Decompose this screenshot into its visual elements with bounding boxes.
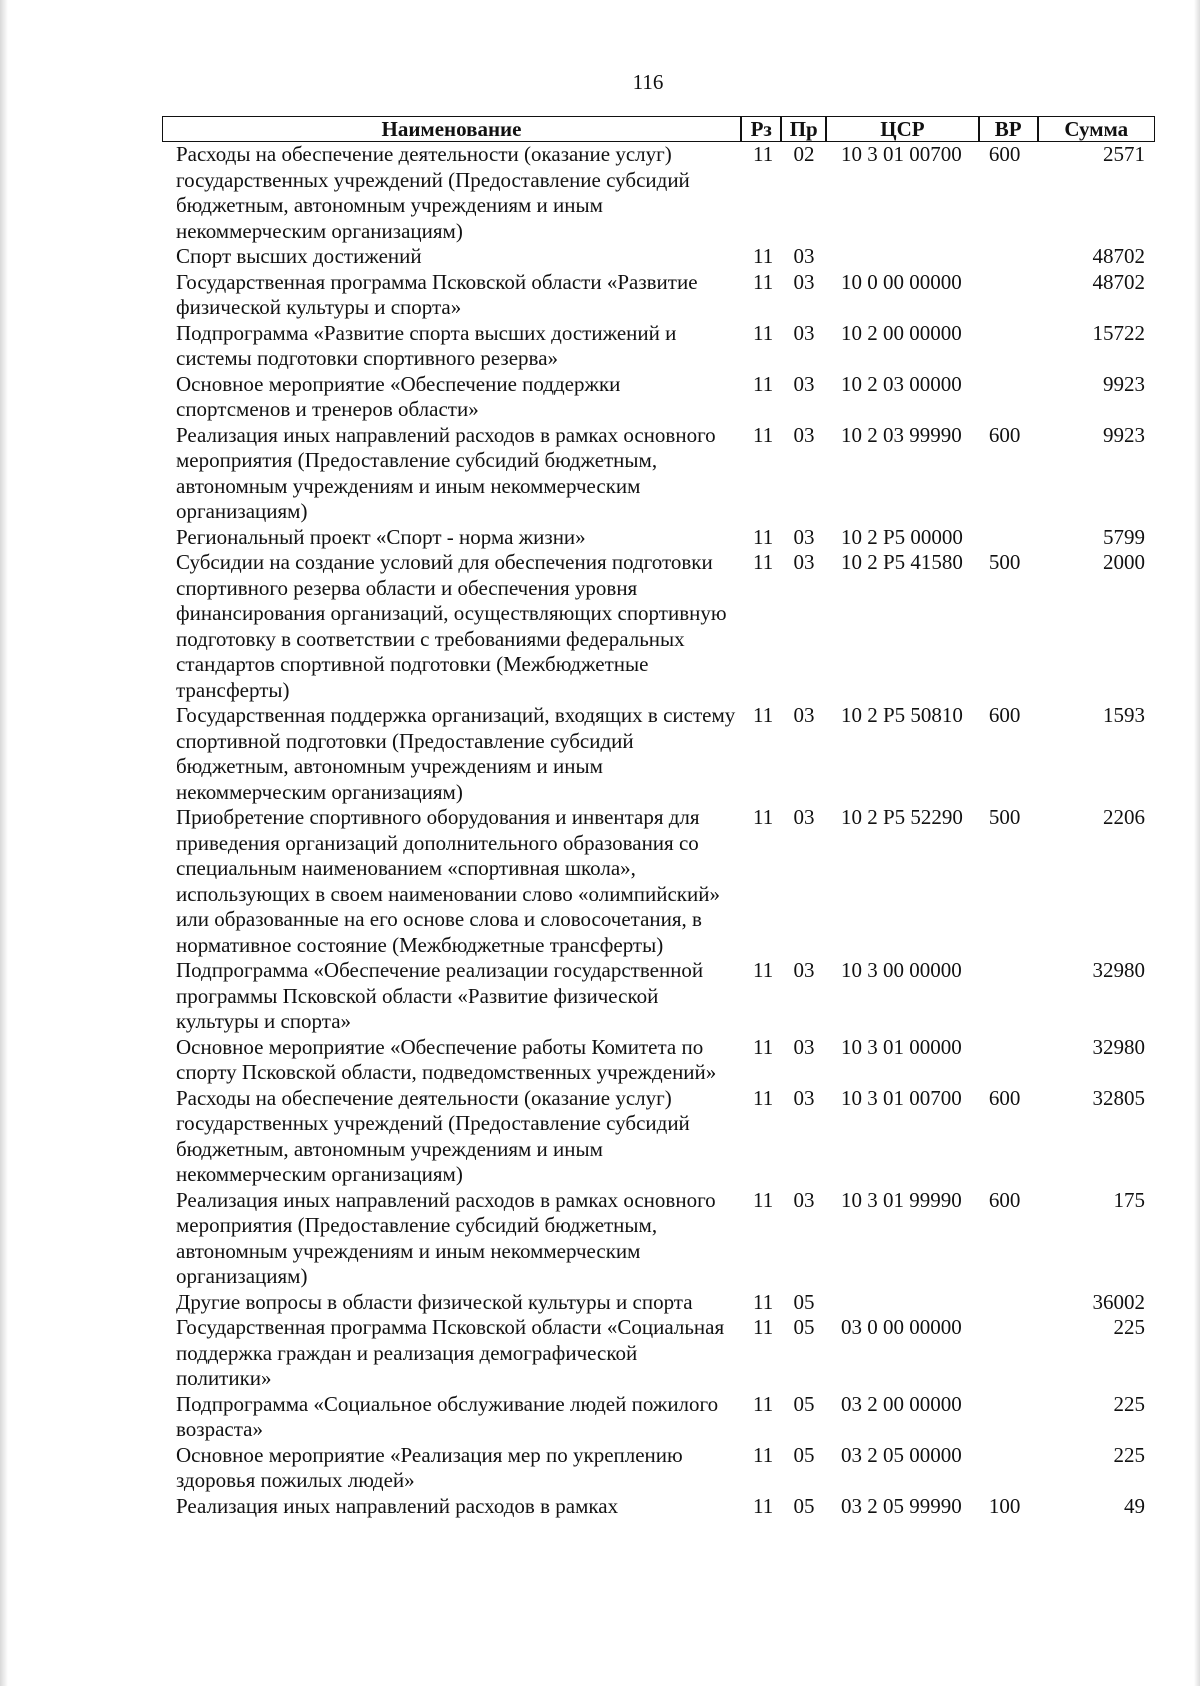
cell-csr: 10 2 Р5 41580 [841, 550, 963, 574]
table-row [162, 270, 1155, 321]
cell-rz: 11 [752, 422, 774, 447]
cell-sum: 2571 [1103, 142, 1145, 166]
cell-vr [979, 372, 1038, 423]
cell-pr: 03 [793, 422, 815, 447]
cell-sum: 225 [1113, 1391, 1145, 1416]
cell-pr: 02 [793, 142, 815, 166]
table-row [162, 958, 1155, 1035]
cell-csr: 10 3 01 00000 [841, 1034, 962, 1059]
cell-rz: 11 [752, 1391, 774, 1416]
cell-vr: 600 [988, 703, 1021, 727]
cell-vr [979, 244, 1038, 270]
cell-pr: 03 [793, 244, 815, 268]
table-row [162, 244, 1155, 270]
scan-edge-right [1194, 0, 1200, 1686]
cell-csr: 10 2 Р5 00000 [841, 524, 963, 549]
cell-rz: 11 [752, 1289, 774, 1314]
table-row [162, 1086, 1155, 1188]
table-row [162, 1443, 1155, 1494]
table-row [162, 550, 1155, 703]
table-row [162, 1315, 1155, 1392]
cell-sum: 225 [1113, 1442, 1145, 1467]
cell-sum: 32980 [1092, 958, 1145, 982]
cell-rz: 11 [752, 320, 774, 345]
cell-vr [979, 270, 1038, 321]
cell-sum: 225 [1113, 1315, 1145, 1339]
cell-rz: 11 [752, 244, 774, 268]
cell-vr: 600 [988, 422, 1021, 447]
cell-pr: 03 [793, 1187, 815, 1212]
cell-rz: 11 [752, 805, 774, 829]
cell-sum: 48702 [1092, 244, 1145, 268]
cell-csr: 10 2 00 00000 [841, 320, 962, 345]
cell-name: Государственная программа Псковской области «Развитие физической культуры и спорта» [176, 269, 698, 319]
cell-sum: 32980 [1092, 1034, 1145, 1059]
header-csr: ЦСР [826, 116, 979, 142]
cell-name: Основное мероприятие «Обеспечение работы Комитета по спорту Псковской области, подведомственных учреждений» [176, 1034, 717, 1084]
cell-csr: 10 2 03 00000 [841, 371, 962, 396]
cell-rz: 11 [752, 269, 774, 294]
cell-vr [979, 1290, 1038, 1316]
cell-name: Другие вопросы в области физической культуры и спорта [176, 1289, 693, 1314]
cell-sum: 32805 [1092, 1085, 1145, 1110]
header-vr: ВР [979, 116, 1038, 142]
cell-rz: 11 [752, 524, 774, 549]
header-pr: Пр [781, 116, 826, 142]
cell-csr: 10 3 01 00700 [841, 142, 962, 166]
table-row [162, 703, 1155, 805]
cell-pr: 03 [793, 703, 815, 727]
cell-rz: 11 [752, 1493, 774, 1518]
cell-name: Реализация иных направлений расходов в рамках основного мероприятия (Предоставление субсидий бюджетным, автономным учреждениям и иным некоммерческим организациям) [176, 422, 716, 523]
cell-sum: 9923 [1103, 371, 1145, 396]
page-number: 116 [632, 70, 664, 94]
cell-csr: 03 2 05 99990 [841, 1493, 962, 1518]
cell-name: Приобретение спортивного оборудования и инвентаря для приведения организаций дополнительного образования со специальным наименованием «спортивная школа», использующих в своем наименовании слово «олимпийский» или образованные на его основе слова и словосочетания, в нормативное состояние (Межбюджетные трансферты) [176, 805, 720, 957]
cell-sum: 1593 [1103, 703, 1145, 727]
cell-rz: 11 [752, 958, 774, 982]
cell-name: Субсидии на создание условий для обеспечения подготовки спортивного резерва области и обеспечения уровня финансирования организаций, осуществляющих спортивную подготовку в соответствии с требованиями федеральных стандартов спортивной подготовки (Межбюджетные трансферты) [176, 550, 727, 702]
cell-csr [826, 1290, 979, 1316]
cell-csr: 10 2 03 99990 [841, 422, 962, 447]
cell-sum: 2206 [1103, 805, 1145, 829]
table-row [162, 1188, 1155, 1290]
cell-rz: 11 [752, 371, 774, 396]
cell-name: Реализация иных направлений расходов в рамках [176, 1493, 619, 1518]
cell-vr [979, 525, 1038, 551]
header-rz: Рз [741, 116, 781, 142]
cell-vr: 500 [988, 550, 1021, 574]
cell-pr: 05 [793, 1442, 815, 1467]
cell-rz: 11 [752, 1315, 774, 1339]
cell-pr: 03 [793, 524, 815, 549]
cell-csr [826, 244, 979, 270]
cell-rz: 11 [752, 703, 774, 727]
cell-name: Региональный проект «Спорт - норма жизни» [176, 524, 586, 549]
cell-pr: 03 [793, 1034, 815, 1059]
cell-sum: 5799 [1103, 524, 1145, 549]
scan-edge-left [0, 0, 8, 1686]
cell-rz: 11 [752, 142, 774, 166]
cell-csr: 03 2 05 00000 [841, 1442, 962, 1467]
cell-vr [979, 958, 1038, 1035]
cell-name: Подпрограмма «Социальное обслуживание людей пожилого возраста» [176, 1391, 719, 1441]
cell-csr: 10 3 00 00000 [841, 958, 962, 982]
table-row [162, 1494, 1155, 1520]
cell-rz: 11 [752, 1085, 774, 1110]
cell-csr: 10 3 01 00700 [841, 1085, 962, 1110]
cell-csr: 03 2 00 00000 [841, 1391, 962, 1416]
cell-pr: 05 [793, 1289, 815, 1314]
budget-table [162, 116, 1155, 1519]
cell-vr: 600 [988, 1187, 1021, 1212]
cell-pr: 03 [793, 320, 815, 345]
cell-sum: 175 [1113, 1187, 1145, 1212]
cell-csr: 10 2 Р5 52290 [841, 805, 963, 829]
cell-csr: 03 0 00 00000 [841, 1315, 962, 1339]
table-row [162, 1035, 1155, 1086]
cell-pr: 03 [793, 371, 815, 396]
header-sum: Сумма [1038, 116, 1155, 142]
table-row [162, 1392, 1155, 1443]
table-row [162, 423, 1155, 525]
table-row [162, 321, 1155, 372]
cell-name: Расходы на обеспечение деятельности (оказание услуг) государственных учреждений (Предоставление субсидий бюджетным, автономным учреждениям и иным некоммерческим организациям) [176, 142, 690, 243]
cell-vr [979, 1315, 1038, 1392]
cell-pr: 05 [793, 1315, 815, 1339]
cell-pr: 05 [793, 1391, 815, 1416]
cell-pr: 05 [793, 1493, 815, 1518]
cell-name: Реализация иных направлений расходов в рамках основного мероприятия (Предоставление субсидий бюджетным, автономным учреждениям и иным некоммерческим организациям) [176, 1187, 716, 1288]
cell-name: Основное мероприятие «Реализация мер по укреплению здоровья пожилых людей» [176, 1442, 683, 1492]
cell-sum: 15722 [1092, 320, 1145, 345]
cell-name: Государственная программа Псковской области «Социальная поддержка граждан и реализация демографической политики» [176, 1315, 725, 1390]
cell-csr: 10 0 00 00000 [841, 269, 962, 294]
cell-csr: 10 2 Р5 50810 [841, 703, 963, 727]
cell-name: Спорт высших достижений [176, 244, 422, 268]
table-row [162, 372, 1155, 423]
cell-pr: 03 [793, 550, 815, 574]
table-row [162, 525, 1155, 551]
cell-vr: 600 [988, 1085, 1021, 1110]
cell-pr: 03 [793, 805, 815, 829]
cell-sum: 48702 [1092, 269, 1145, 294]
cell-vr [979, 321, 1038, 372]
cell-vr [979, 1035, 1038, 1086]
cell-name: Подпрограмма «Обеспечение реализации государственной программы Псковской области «Развитие физической культуры и спорта» [176, 958, 704, 1033]
header-name: Наименование [162, 116, 741, 142]
cell-rz: 11 [752, 1034, 774, 1059]
table-row [162, 142, 1155, 244]
cell-vr: 500 [988, 805, 1021, 829]
cell-rz: 11 [752, 1442, 774, 1467]
cell-sum: 49 [1124, 1493, 1145, 1518]
cell-rz: 11 [752, 1187, 774, 1212]
cell-name: Расходы на обеспечение деятельности (оказание услуг) государственных учреждений (Предоставление субсидий бюджетным, автономным учреждениям и иным некоммерческим организациям) [176, 1085, 690, 1186]
cell-name: Подпрограмма «Развитие спорта высших достижений и системы подготовки спортивного резерва» [176, 320, 677, 370]
table-row [162, 805, 1155, 958]
cell-pr: 03 [793, 1085, 815, 1110]
cell-vr [979, 1443, 1038, 1494]
cell-rz: 11 [752, 550, 774, 574]
cell-pr: 03 [793, 958, 815, 982]
cell-vr [979, 1392, 1038, 1443]
table-row [162, 1290, 1155, 1316]
cell-sum: 36002 [1092, 1289, 1145, 1314]
table-body [162, 142, 1155, 1519]
cell-name: Основное мероприятие «Обеспечение поддержки спортсменов и тренеров области» [176, 371, 621, 421]
cell-csr: 10 3 01 99990 [841, 1187, 962, 1212]
cell-pr: 03 [793, 269, 815, 294]
cell-sum: 2000 [1103, 550, 1145, 574]
table-header-row [162, 116, 1155, 142]
cell-sum: 9923 [1103, 422, 1145, 447]
cell-name: Государственная поддержка организаций, входящих в систему спортивной подготовки (Предоставление субсидий бюджетным, автономным учреждениям и иным некоммерческим организациям) [176, 703, 736, 804]
cell-vr: 600 [988, 142, 1021, 166]
cell-vr: 100 [988, 1493, 1021, 1518]
